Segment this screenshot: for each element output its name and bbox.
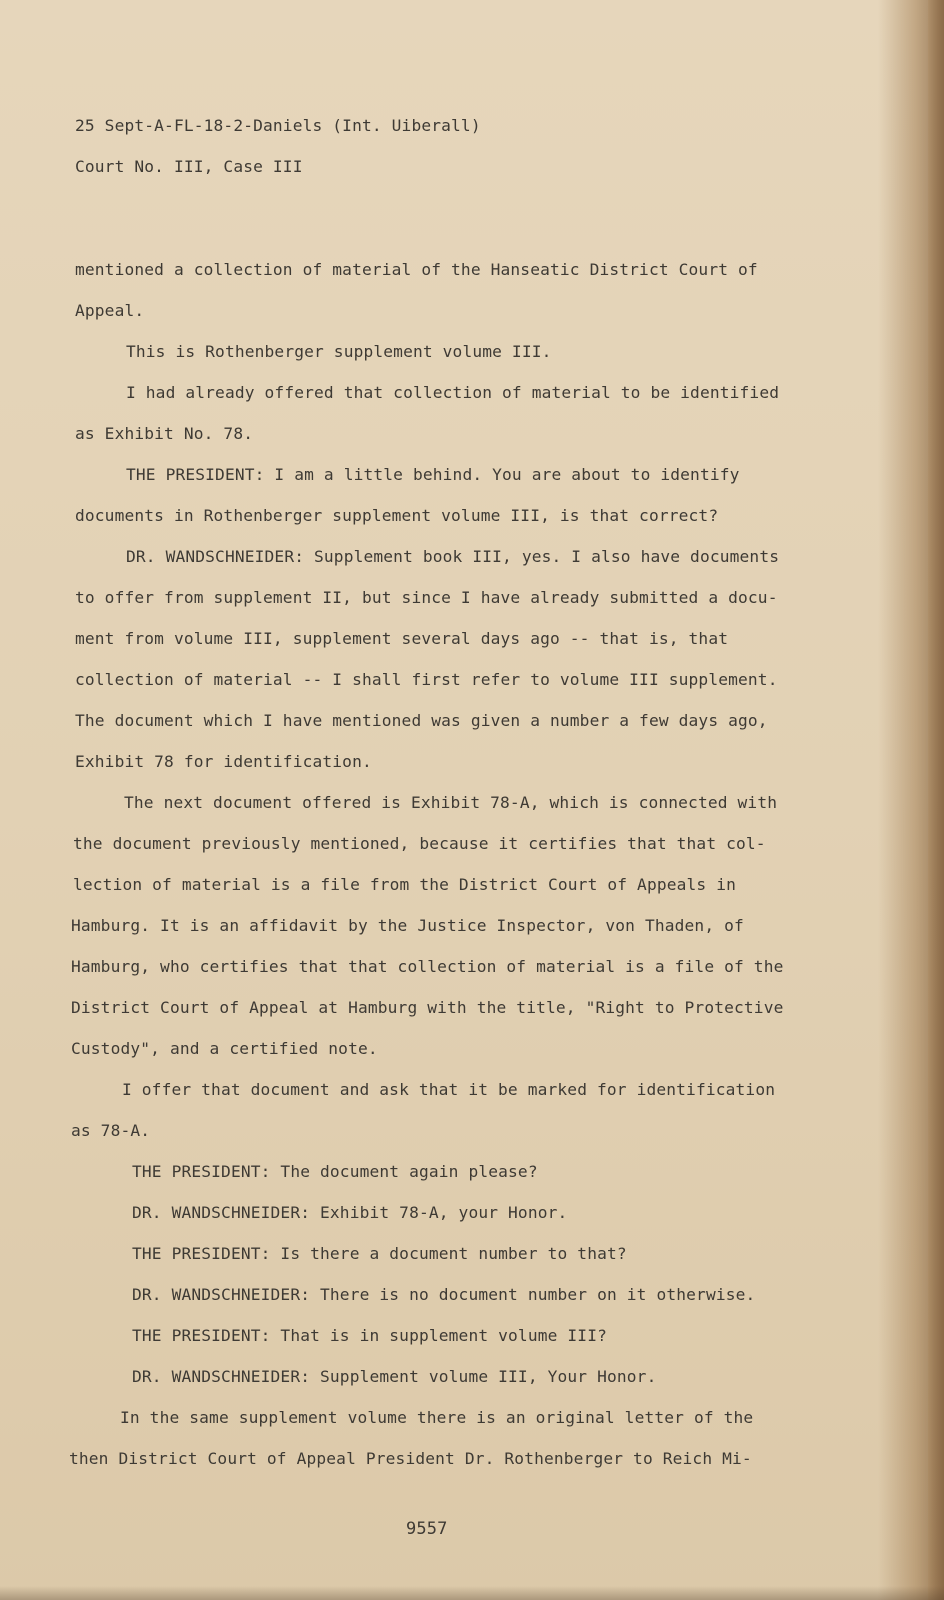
text-line: mentioned a collection of material of the Hanseatic District Court of [75, 260, 758, 279]
text-line: as Exhibit No. 78. [75, 424, 254, 443]
text-line: DR. WANDSCHNEIDER: Exhibit 78-A, your Honor. [132, 1203, 568, 1222]
text-line: This is Rothenberger supplement volume III. [126, 342, 552, 361]
text-line: The next document offered is Exhibit 78-A, which is connected with [124, 793, 778, 812]
page-bottom-shadow [0, 1586, 944, 1600]
text-line: THE PRESIDENT: I am a little behind. You are about to identify [126, 465, 740, 484]
text-line: Appeal. [75, 301, 145, 320]
text-line: In the same supplement volume there is an original letter of the [120, 1408, 754, 1427]
text-line: as 78-A. [71, 1121, 151, 1140]
text-line: District Court of Appeal at Hamburg with the title, "Right to Protective [71, 998, 784, 1017]
text-line: The document which I have mentioned was given a number a few days ago, [75, 711, 768, 730]
text-line: Hamburg, who certifies that that collection of material is a file of the [71, 957, 784, 976]
text-line: THE PRESIDENT: That is in supplement volume III? [132, 1326, 607, 1345]
text-line: I offer that document and ask that it be marked for identification [122, 1080, 776, 1099]
text-line: to offer from supplement II, but since I have already submitted a docu- [75, 588, 778, 607]
text-line: Exhibit 78 for identification. [75, 752, 372, 771]
text-line: lection of material is a file from the District Court of Appeals in [73, 875, 737, 894]
text-line: ment from volume III, supplement several days ago -- that is, that [75, 629, 729, 648]
header-line-1: 25 Sept-A-FL-18-2-Daniels (Int. Uiberall) [75, 116, 481, 135]
page-edge-shadow [928, 0, 944, 1600]
text-line: Hamburg. It is an affidavit by the Justice Inspector, von Thaden, of [71, 916, 744, 935]
text-line: DR. WANDSCHNEIDER: There is no document number on it otherwise. [132, 1285, 756, 1304]
text-line: DR. WANDSCHNEIDER: Supplement volume III, Your Honor. [132, 1367, 657, 1386]
text-line: documents in Rothenberger supplement volume III, is that correct? [75, 506, 719, 525]
text-line: collection of material -- I shall first refer to volume III supplement. [75, 670, 778, 689]
header-line-2: Court No. III, Case III [75, 157, 303, 176]
text-line: I had already offered that collection of material to be identified [126, 383, 780, 402]
text-line: then District Court of Appeal President Dr. Rothenberger to Reich Mi- [69, 1449, 752, 1468]
text-line: DR. WANDSCHNEIDER: Supplement book III, yes. I also have documents [126, 547, 780, 566]
text-line: THE PRESIDENT: Is there a document number to that? [132, 1244, 627, 1263]
page-number: 9557 [406, 1519, 448, 1539]
text-line: THE PRESIDENT: The document again please? [132, 1162, 538, 1181]
text-line: the document previously mentioned, because it certifies that that col- [73, 834, 766, 853]
text-line: Custody", and a certified note. [71, 1039, 378, 1058]
